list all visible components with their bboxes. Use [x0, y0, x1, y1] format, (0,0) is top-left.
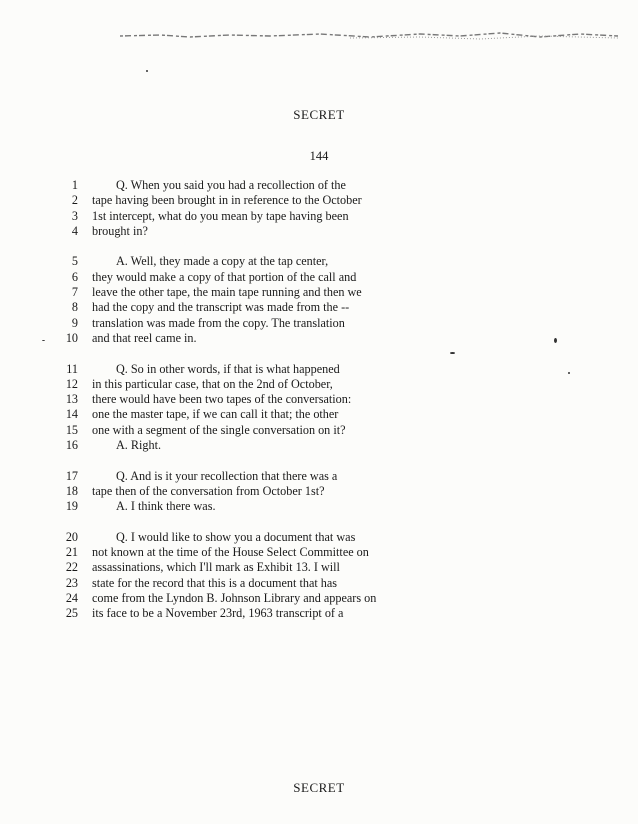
transcript-line	[62, 576, 422, 591]
transcript-line	[62, 178, 422, 193]
transcript-line	[62, 438, 422, 453]
scan-speck	[42, 340, 45, 341]
line-text: there would have been two tapes of the conversation:	[92, 392, 352, 407]
line-text: its face to be a November 23rd, 1963 transcript of a	[92, 606, 344, 621]
transcript-line	[62, 254, 422, 269]
transcript-line	[62, 484, 422, 499]
transcript-line	[62, 499, 422, 514]
scan-speck	[450, 352, 455, 354]
line-text: come from the Lyndon B. Johnson Library and appears on	[92, 591, 377, 606]
line-text: one the master tape, if we can call it that; the other	[92, 407, 339, 422]
line-text: tape having been brought in in reference to the October	[92, 193, 362, 208]
paragraph-gap	[62, 453, 422, 468]
line-text: state for the record that this is a document that has	[92, 575, 338, 590]
scan-speck	[554, 338, 557, 343]
line-number: 14	[65, 407, 78, 422]
line-text: assassinations, which I'll mark as Exhibit 13. I will	[92, 560, 340, 575]
line-text: A. Right.	[116, 438, 162, 453]
transcript-line	[62, 606, 422, 621]
line-number: 6	[71, 269, 78, 284]
line-number: 15	[65, 422, 78, 437]
line-number: 9	[71, 315, 78, 330]
line-text: Q. When you said you had a recollection of the	[116, 178, 346, 192]
paragraph-gap	[62, 346, 422, 361]
transcript-line	[62, 209, 422, 224]
line-text: A. I think there was.	[116, 499, 216, 514]
scan-speck	[146, 70, 148, 72]
line-text: in this particular case, that on the 2nd of October,	[92, 376, 333, 391]
line-text: one with a segment of the single conversation on it?	[92, 422, 346, 437]
line-number: 4	[71, 223, 78, 238]
line-text: tape then of the conversation from October 1st?	[92, 483, 325, 498]
transcript-line	[62, 407, 422, 422]
line-number: 5	[71, 254, 78, 269]
line-number: 12	[65, 376, 78, 391]
line-number: 1	[71, 178, 78, 192]
scan-speck	[568, 372, 570, 374]
classification-footer: SECRET	[293, 780, 345, 795]
transcript-body	[62, 178, 422, 622]
transcript-line	[62, 193, 422, 208]
line-number: 20	[65, 529, 78, 544]
line-number: 2	[71, 193, 78, 208]
line-number: 24	[65, 591, 78, 606]
transcript-line	[62, 362, 422, 377]
line-text: had the copy and the transcript was made from the --	[92, 300, 350, 315]
scan-artifact	[120, 28, 618, 44]
line-text: Q. And is it your recollection that there was a	[116, 468, 338, 483]
transcript-line	[62, 530, 422, 545]
line-text: translation was made from the copy. The translation	[92, 315, 345, 330]
transcript-line	[62, 331, 422, 346]
paragraph-gap	[62, 239, 422, 254]
line-number: 22	[65, 560, 78, 575]
line-number: 10	[65, 330, 78, 345]
line-text: A. Well, they made a copy at the tap center,	[116, 254, 329, 269]
transcript-line	[62, 377, 422, 392]
transcript-line	[62, 270, 422, 285]
line-number: 23	[65, 575, 78, 590]
transcript-line	[62, 545, 422, 560]
line-text: Q. So in other words, if that is what happened	[116, 361, 340, 376]
line-number: 25	[65, 606, 78, 621]
transcript-line	[62, 560, 422, 575]
line-text: Q. I would like to show you a document that was	[116, 529, 356, 544]
transcript-line	[62, 316, 422, 331]
line-text: not known at the time of the House Select Committee on	[92, 545, 369, 560]
line-number: 19	[65, 499, 78, 514]
transcript-line	[62, 300, 422, 315]
line-number: 7	[71, 285, 78, 300]
transcript-line	[62, 285, 422, 300]
line-number: 3	[71, 208, 78, 223]
transcript-line	[62, 469, 422, 484]
transcript-line	[62, 591, 422, 606]
classification-header: SECRET	[293, 107, 345, 122]
line-number: 8	[71, 300, 78, 315]
transcript-line	[62, 423, 422, 438]
line-text: and that reel came in.	[92, 330, 197, 345]
line-text: 1st intercept, what do you mean by tape having been	[92, 208, 349, 223]
transcript-line	[62, 392, 422, 407]
line-number: 13	[65, 392, 78, 407]
page-number: 144	[309, 149, 329, 163]
line-number: 16	[65, 438, 78, 453]
line-number: 11	[66, 361, 78, 376]
line-number: 17	[65, 468, 78, 483]
paragraph-gap	[62, 515, 422, 530]
transcript-line	[62, 224, 422, 239]
line-number: 18	[65, 483, 78, 498]
line-text: leave the other tape, the main tape running and then we	[92, 285, 362, 300]
line-text: brought in?	[92, 223, 148, 238]
line-text: they would make a copy of that portion of the call and	[92, 269, 357, 284]
line-number: 21	[65, 545, 78, 560]
